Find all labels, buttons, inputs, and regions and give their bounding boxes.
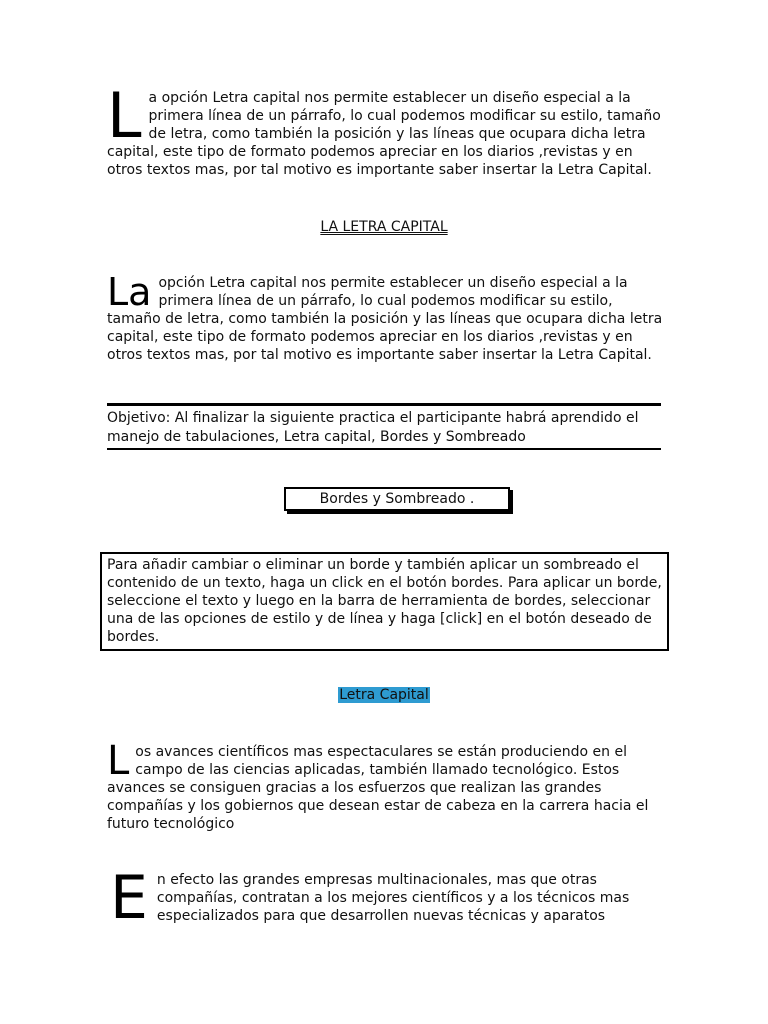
bordered-instructions-box: Para añadir cambiar o eliminar un borde y también aplicar un sombreado el contenido de un texto, haga un click en el botón bordes. Para aplicar un borde, seleccione el texto y luego en la barra de herramienta de bordes, seleccionar una de las opciones de estilo y de línea y haga [click] en el botón deseado de bordes. (100, 552, 669, 651)
drop-cap: E (110, 863, 148, 933)
drop-cap: L (107, 738, 130, 784)
paragraph-text: opción Letra capital nos permite establecer un diseño especial a la primera línea de un párrafo, lo cual podemos modificar su estilo, tamaño de letra, como también la posición y las líneas que ocupara dicha letra capital, este tipo de formato podemos apreciar en los diarios ,revistas y en otros textos mas, por tal motivo es importante saber insertar la Letra Capital. (107, 275, 663, 363)
highlighted-heading-text: Letra Capital (339, 687, 429, 703)
objetivo-bordered-paragraph: Objetivo: Al finalizar la siguiente practica el participante habrá aprendido el manejo de tabulaciones, Letra capital, Bordes y Sombreado (107, 403, 661, 450)
paragraph-text: os avances científicos mas espectaculares se están produciendo en el campo de las ciencias aplicadas, también llamado tecnológico. Estos avances se consiguen gracias a los esfuerzos que realizan las grandes compañías y los gobiernos que desean estar de cabeza en la carrera hacia el futuro tecnológico (107, 744, 649, 832)
bordes-sombreado-title-box (284, 487, 510, 511)
paragraph-text: n efecto las grandes empresas multinacionales, mas que otras compañías, contratan a los mejores científicos y a los técnicos mas especializados para que desarrollen nuevas técnicas y aparatos (156, 872, 630, 924)
paragraph-text: a opción Letra capital nos permite establecer un diseño especial a la primera línea de un párrafo, lo cual podemos modificar su estilo, tamaño de letra, como también la posición y las líneas que ocupara dicha letra capital, este tipo de formato podemos apreciar en los diarios ,revistas y en otros textos mas, por tal motivo es importante saber insertar la Letra Capital. (107, 90, 661, 178)
bordes-sombreado-title: Bordes y Sombreado . (319, 491, 475, 507)
paragraph-empresas-multinacionales (107, 863, 663, 933)
paragraph-letra-capital-2 (107, 270, 663, 364)
drop-cap: L (107, 79, 142, 152)
heading-la-letra-capital (0, 219, 768, 235)
paragraph-letra-capital-1 (107, 79, 663, 179)
paragraph-avances-cientificos (107, 738, 663, 833)
heading-letra-capital-highlighted (0, 687, 768, 703)
drop-cap: La (107, 270, 152, 314)
heading-text: LA LETRA CAPITAL (320, 219, 448, 235)
